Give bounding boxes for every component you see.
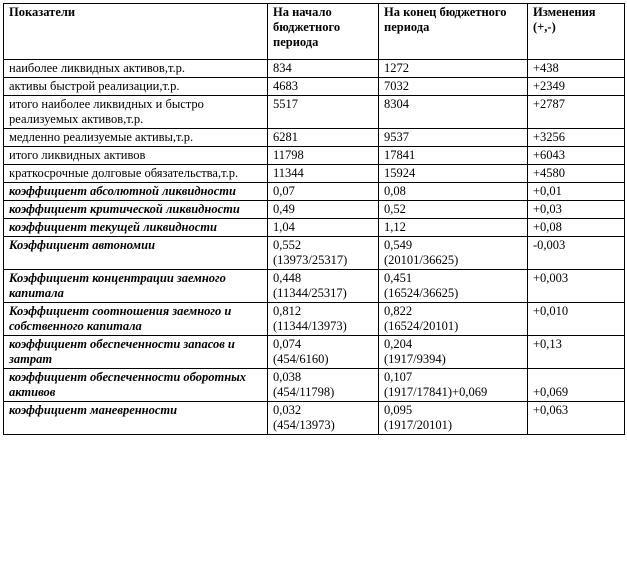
row-label: коэффициент критической ликвидности (4, 201, 268, 219)
row-start-value: 5517 (268, 96, 379, 129)
row-label: коэффициент текущей ликвидности (4, 219, 268, 237)
row-change-value: +2349 (528, 78, 625, 96)
table-row (4, 336, 625, 369)
row-end-cell (379, 402, 528, 435)
row-start-formula: (11344/25317) (273, 286, 347, 300)
table-row (4, 201, 625, 219)
row-change-value: +0,13 (528, 336, 625, 369)
row-label: коэффициент абсолютной ликвидности (4, 183, 268, 201)
header-period-end: На конец бюджетного периода (379, 4, 528, 60)
header-changes: Изменения (+,-) (528, 4, 625, 60)
row-start-cell (268, 237, 379, 270)
row-label: Коэффициент автономии (4, 237, 268, 270)
row-end-value: 7032 (379, 78, 528, 96)
row-change-value: +4580 (528, 165, 625, 183)
table-row (4, 369, 625, 402)
row-end-value: 1272 (379, 60, 528, 78)
row-end-cell (379, 303, 528, 336)
row-label: медленно реализуемые активы,т.р. (4, 129, 268, 147)
row-start-value: 0,552 (273, 238, 302, 252)
row-change-value: -0,003 (528, 237, 625, 270)
row-label: итого ликвидных активов (4, 147, 268, 165)
row-end-cell (379, 237, 528, 270)
row-end-value: 0,08 (379, 183, 528, 201)
row-end-cell (379, 369, 528, 402)
table-row (4, 165, 625, 183)
row-label: Коэффициент концентрации заемного капитала (4, 270, 268, 303)
row-start-value: 0,812 (273, 304, 302, 318)
row-change-value: +0,03 (528, 201, 625, 219)
row-end-value: 1,12 (379, 219, 528, 237)
row-start-value: 834 (268, 60, 379, 78)
row-start-value: 0,49 (268, 201, 379, 219)
row-end-value: 8304 (379, 96, 528, 129)
row-change-value: +0,01 (528, 183, 625, 201)
row-end-value: 0,095 (384, 403, 413, 417)
row-end-value: 17841 (379, 147, 528, 165)
row-end-formula: (1917/20101) (384, 418, 453, 432)
table-row (4, 402, 625, 435)
header-period-start: На начало бюджетного периода (268, 4, 379, 60)
row-start-value: 11344 (268, 165, 379, 183)
liquidity-table (3, 3, 625, 435)
row-label: коэффициент обеспеченности оборотных активов (4, 369, 268, 402)
header-indicators: Показатели (4, 4, 268, 60)
row-start-cell (268, 402, 379, 435)
row-start-formula: (13973/25317) (273, 253, 348, 267)
row-start-formula: (454/6160) (273, 352, 329, 366)
row-end-formula: (16524/20101) (384, 319, 459, 333)
row-start-value: 0,074 (273, 337, 302, 351)
row-end-value: 0,451 (384, 271, 413, 285)
row-change-value: +0,069 (528, 369, 625, 402)
row-change-value: +2787 (528, 96, 625, 129)
row-change-value: +0,08 (528, 219, 625, 237)
row-start-value: 6281 (268, 129, 379, 147)
row-label: коэффициент обеспеченности запасов и затрат (4, 336, 268, 369)
table-row (4, 78, 625, 96)
table-row (4, 183, 625, 201)
table-row (4, 147, 625, 165)
row-end-formula: (20101/36625) (384, 253, 459, 267)
table-row (4, 270, 625, 303)
table-row (4, 237, 625, 270)
row-start-formula: (454/11798) (273, 385, 335, 399)
row-start-formula: (454/13973) (273, 418, 335, 432)
row-label: итого наиболее ликвидных и быстро реализуемых активов,т.р. (4, 96, 268, 129)
row-end-value: 0,549 (384, 238, 413, 252)
row-end-cell (379, 336, 528, 369)
row-end-formula: (1917/17841)+0,069 (384, 385, 488, 399)
row-start-value: 0,032 (273, 403, 302, 417)
row-end-value: 0,822 (384, 304, 413, 318)
row-label: Коэффициент соотношения заемного и собственного капитала (4, 303, 268, 336)
row-label: краткосрочные долговые обязательства,т.р. (4, 165, 268, 183)
table-row (4, 60, 625, 78)
row-change-value: +0,003 (528, 270, 625, 303)
row-start-value: 0,07 (268, 183, 379, 201)
row-change-value: +438 (528, 60, 625, 78)
row-start-cell (268, 303, 379, 336)
row-start-value: 11798 (268, 147, 379, 165)
table-row (4, 303, 625, 336)
row-change-value: +3256 (528, 129, 625, 147)
header-row (4, 4, 625, 60)
row-end-formula: (1917/9394) (384, 352, 446, 366)
row-label: коэффициент маневренности (4, 402, 268, 435)
row-end-value: 0,52 (379, 201, 528, 219)
row-start-cell (268, 336, 379, 369)
row-end-formula: (16524/36625) (384, 286, 459, 300)
row-label: наиболее ликвидных активов,т.р. (4, 60, 268, 78)
table-row (4, 129, 625, 147)
row-change-value: +6043 (528, 147, 625, 165)
row-start-value: 1,04 (268, 219, 379, 237)
row-end-value: 0,204 (384, 337, 413, 351)
row-end-cell (379, 270, 528, 303)
row-start-value: 4683 (268, 78, 379, 96)
row-end-value: 0,107 (384, 370, 413, 384)
row-change-value: +0,010 (528, 303, 625, 336)
row-end-value: 15924 (379, 165, 528, 183)
table-row (4, 219, 625, 237)
table-row (4, 96, 625, 129)
row-start-value: 0,448 (273, 271, 302, 285)
row-start-formula: (11344/13973) (273, 319, 347, 333)
row-label: активы быстрой реализации,т.р. (4, 78, 268, 96)
row-start-cell (268, 369, 379, 402)
row-end-value: 9537 (379, 129, 528, 147)
row-start-cell (268, 270, 379, 303)
row-start-value: 0,038 (273, 370, 302, 384)
row-change-value: +0,063 (528, 402, 625, 435)
